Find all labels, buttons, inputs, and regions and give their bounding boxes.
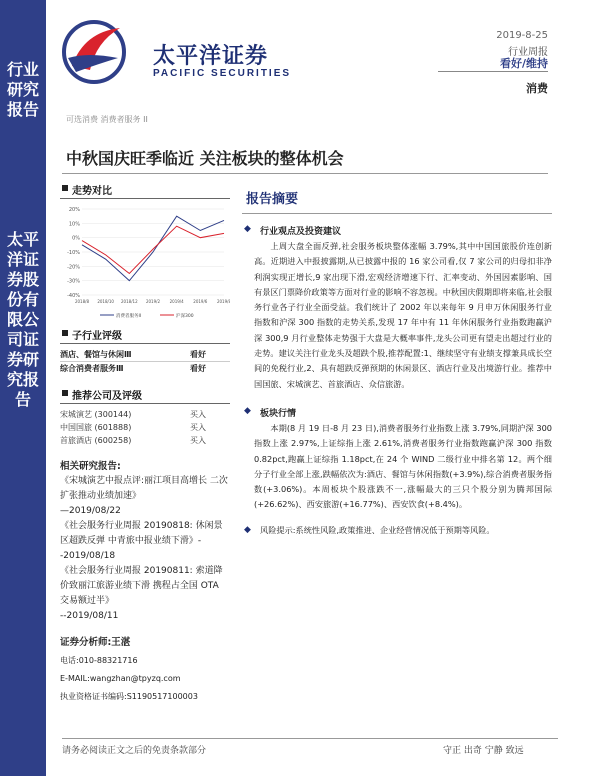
sub-industry-name: 酒店、餐馆与休闲Ⅲ	[60, 350, 132, 359]
header-divider	[438, 71, 548, 72]
table-row	[60, 421, 230, 434]
y-tick-label: -40%	[67, 293, 80, 299]
section-divider	[60, 403, 230, 404]
brand-name-cn: 太平洋证券	[153, 44, 269, 69]
x-tick-label: 2018/10	[97, 299, 114, 304]
sector-label: 消费	[526, 82, 548, 95]
breadcrumb: 可选消费 消费者服务 II	[66, 115, 148, 124]
y-tick-label: -20%	[67, 264, 80, 271]
recommend-title: 推荐公司及评级	[60, 387, 230, 401]
trend-chart	[60, 203, 230, 321]
report-header	[46, 0, 600, 110]
table-row	[60, 362, 230, 375]
sub-industry-rating: 看好	[190, 364, 206, 373]
x-tick-label: 2019/8	[216, 299, 230, 304]
related-item[interactable]: 《社会服务行业周报 20190818: 休闲景区超跌反弹 中青旅中报业绩下滑》--2019/08/18	[60, 521, 223, 561]
table-row	[60, 408, 230, 421]
y-tick-label: 0%	[72, 235, 80, 242]
related-reports	[60, 459, 230, 624]
table-row	[60, 434, 230, 447]
analyst-cert: 执业资格证书编码:S1190517100003	[60, 692, 198, 701]
section-heading: ◆ 行业观点及投资建议	[242, 224, 552, 237]
company-name: 宋城演艺 (300144)	[60, 410, 132, 419]
footer-disclaimer: 请务必阅读正文之后的免责条款部分	[62, 746, 207, 756]
analyst-phone: 电话:010-88321716	[60, 656, 138, 665]
brand-name-en: PACIFIC SECURITIES	[153, 68, 292, 79]
y-tick-label: 10%	[68, 221, 80, 228]
section-divider	[60, 343, 230, 344]
left-column	[60, 182, 230, 706]
series-line	[82, 216, 224, 280]
company-rating: 买入	[190, 423, 206, 432]
company-name: 首旅酒店 (600258)	[60, 436, 132, 445]
industry-rating: 看好/维持	[499, 57, 548, 70]
x-tick-label: 2018/8	[74, 299, 90, 304]
x-tick-label: 2019/2	[145, 299, 161, 304]
sub-rating-list	[60, 348, 230, 375]
sidebar-bottom-text: 太平洋证券股份有限公司证券研究报告	[6, 230, 39, 409]
recommend-list	[60, 408, 230, 447]
analyst-name: 证券分析师:王湛	[60, 637, 131, 648]
y-tick-label: 20%	[68, 207, 80, 213]
x-tick-label: 2019/4	[169, 299, 184, 304]
section-heading: ◆ 板块行情	[242, 406, 552, 419]
footer-motto: 守正 出奇 宁静 致远	[443, 746, 524, 756]
left-sidebar	[0, 0, 46, 776]
right-column	[242, 182, 552, 538]
table-row	[60, 348, 230, 361]
x-tick-label: 2018/12	[121, 299, 138, 304]
trend-chart-svg	[60, 203, 230, 321]
sub-industry-rating: 看好	[190, 350, 206, 359]
related-title: 相关研究报告:	[60, 461, 121, 472]
y-tick-label: -30%	[67, 278, 80, 285]
related-date: —2019/08/22	[60, 506, 121, 516]
company-name: 中国国旅 (601888)	[60, 423, 132, 432]
related-item[interactable]: 《宋城演艺中报点评:丽江项目高增长 二次扩张推动业绩加速》	[60, 476, 228, 501]
sidebar-top-text: 行业研究报告	[6, 60, 39, 119]
analyst-email[interactable]: E-MAIL:wangzhan@tpyzq.com	[60, 674, 181, 683]
legend-label: 消费者服务II	[116, 314, 142, 319]
company-rating: 买入	[190, 436, 206, 445]
related-date: --2019/08/11	[60, 611, 119, 621]
sub-industry-name: 综合消费者服务Ⅲ	[60, 364, 124, 373]
analyst-info	[60, 634, 230, 706]
report-date: 2019-8-25	[496, 30, 548, 41]
section-divider	[60, 198, 230, 199]
section-paragraph: 本期(8 月 19 日-8 月 23 日),消费者服务行业指数上涨 3.79%,同期沪深 300 指数上涨 2.97%,上证综指上涨 2.61%,消费者服务行业指数跑赢沪深 300 指数 0.82pct,跑赢上证综指 1.18pct,在 24 个 WIND 二级行业中排名第 12。两个细分子行业全部上涨,跌幅依次为:酒店、餐馆与休闲指数(+3.9%),综合消费者服务指数(+3.06%)。本周板块个股涨跌不一,涨幅最大的三只个股分别为腾邦国际(+26.62%)、西安旅游(+16.77%)、西安饮食(+8.4%)。	[254, 422, 552, 510]
footer-divider	[62, 738, 558, 739]
risk-warning: ◆ 风险提示:系统性风险,政策推进、企业经营情况低于预期等风险。	[242, 523, 552, 538]
trend-section-title: 走势对比	[60, 182, 230, 196]
summary-title: 报告摘要	[242, 182, 552, 214]
company-rating: 买入	[190, 410, 206, 419]
title-divider	[62, 173, 548, 174]
legend-label: 沪深300	[176, 314, 194, 319]
x-tick-label: 2019/6	[193, 299, 208, 304]
y-tick-label: -10%	[67, 250, 80, 256]
sub-rating-title: 子行业评级	[60, 327, 230, 341]
page-title: 中秋国庆旺季临近 关注板块的整体机会	[66, 149, 344, 168]
report-type: 行业周报	[508, 47, 548, 58]
section-paragraph: 上周大盘全面反弹,社会服务板块整体涨幅 3.79%,其中中国国旅股价连创新高。近期进入中报披露期,从已披露中报的 16 家公司看,仅 7 家公司的归母扣非净利润实现正增长,9 家出现下滑,宏观经济增速下行、汇率变动、外国因素影响、国有景区门票降价政策等方面对行业的影响不容忽视。中秋国庆假期即将来临,社会服务行业各子行业全面受益。我们统计了 2002 年以来每年 9 月申万休闲服务行业指数和沪深 300 指数的走势关系,发现 17 年中有 11 年休闲服务行业指数跑赢沪深 300,9 月行业整体走势强于大盘是大概率事件,龙头公司更有望走出超过行业的走势。建议关注行业龙头及超跌个股,推荐配置:1、继续坚守有业绩支撑兼具成长空间的免税行业,2、具有超跌反弹预期的休闲景区、酒店行业及出境游行业。推荐中国国旅、宋城演艺、首旅酒店、众信旅游。	[254, 241, 552, 389]
related-item[interactable]: 《社会服务行业周报 20190811: 索道降价致丽江旅游业绩下滑 携程占全国 OTA 交易额过半》	[60, 566, 223, 606]
